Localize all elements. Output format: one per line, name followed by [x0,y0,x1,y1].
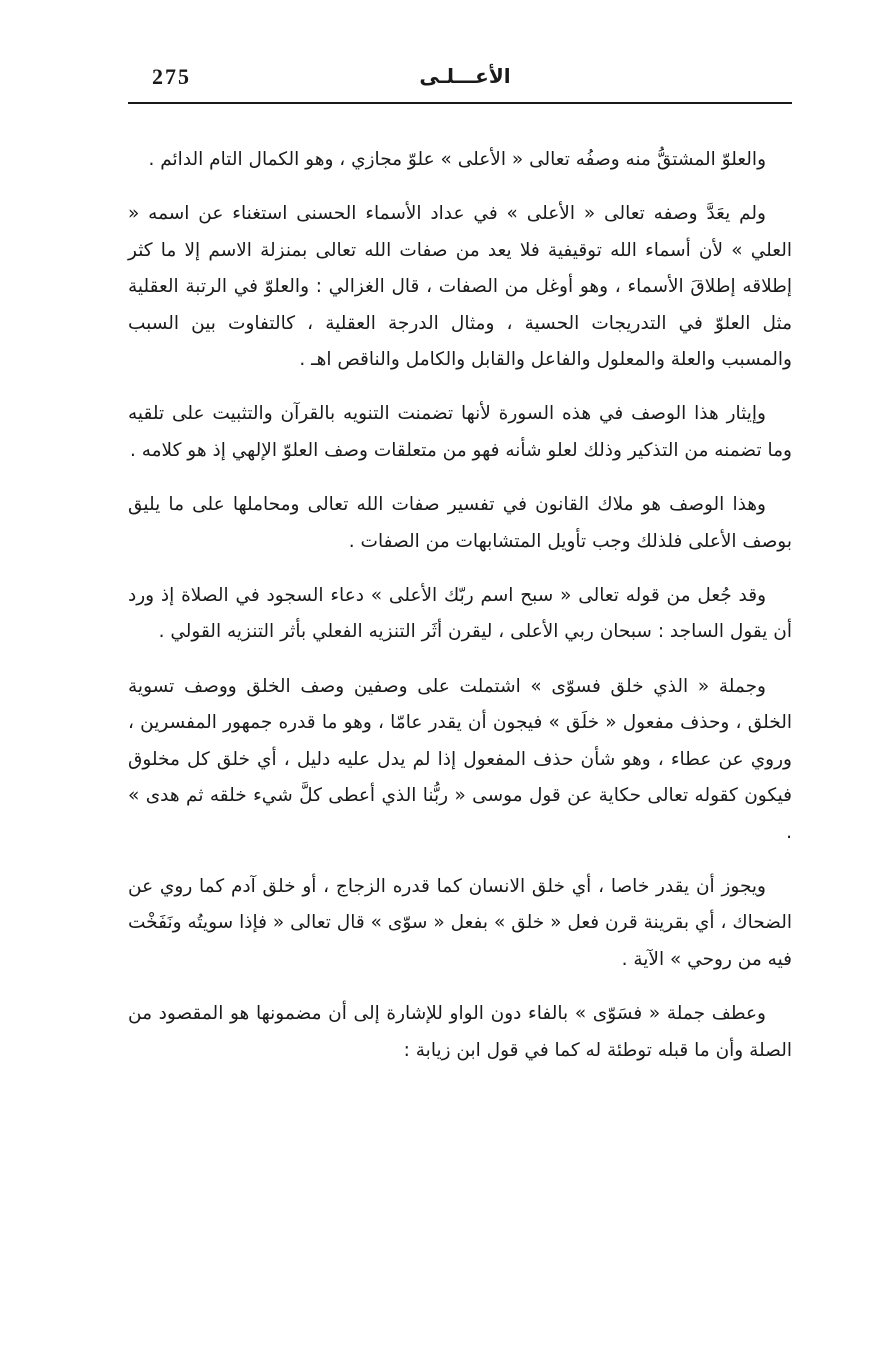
paragraph-4: وهذا الوصف هو ملاك القانون في تفسير صفات الله تعالى ومحاملها على ما يليق بوصف الأعلى فلذلك وجب تأويل المتشابهات من الصفات . [128,494,792,552]
page-number: 275 [152,64,191,89]
paragraph-5: وقد جُعل من قوله تعالى « سبح اسم ربّك الأعلى » دعاء السجود في الصلاة إذ ورد أن يقول الساجد : سبحان ربي الأعلى ، ليقرن أثَر التنزيه الفعلي بأثر التنزيه القولي . [128,585,792,643]
paragraph-7: ويجوز أن يقدر خاصا ، أي خلق الانسان كما قدره الزجاج ، أو خلق آدم كما روي عن الضحاك ، أي بقرينة قرن فعل « خلق » بفعل « سوّى » قال تعالى « فإذا سويتُه ونَفَخْت فيه من روحي » الآية . [128,875,792,970]
paragraph-6: وجملة « الذي خلق فسوّى » اشتملت على وصفين وصف الخلق ووصف تسوية الخلق ، وحذف مفعول « خلَق » فيجون أن يقدر عامّا ، وهو ما قدره جمهور المفسرين ، وروي عن عطاء ، وهو شأن حذف المفعول إذا لم يدل عليه دليل ، أي خلق كل مخلوق فيكون كقوله تعالى حكاية عن قول موسى « ربُّنا الذي أعطى كلَّ شيء خلقه ثم هدى » . [128,675,792,843]
page-header [128,58,792,104]
paragraph-3: وإيثار هذا الوصف في هذه السورة لأنها تضمنت التنويه بالقرآن والتثبيت على تلقيه وما تضمنه من التذكير وذلك لعلو شأنه فهو من متعلقات وصف العلوّ الإلهي إذ هو كلامه . [128,403,792,461]
paragraph-2: ولم يعَدَّ وصفه تعالى « الأعلى » في عداد الأسماء الحسنى استغناء عن اسمه « العلي » لأن أسماء الله توقيفية فلا يعد من صفات الله تعالى بمنزلة الاسم إلا ما كثر إطلاقه إطلاقَ الأسماء ، وهو أوغل من الصفات ، قال الغزالي : والعلوّ في الرتبة العقلية مثل العلوّ في التدريجات الحسية ، ومثال الدرجة العقلية ، كالتفاوت بين السبب والمسبب والعلة والمعلول والفاعل والقابل والكامل والناقص اهـ . [128,203,792,371]
body-text [128,142,792,1087]
header-rule [128,102,792,104]
paragraph-8: وعطف جملة « فسَوّى » بالفاء دون الواو للإشارة إلى أن مضمونها هو المقصود من الصلة وأن ما قبله توطئة له كما في قول ابن زيابة : [128,1003,792,1061]
paragraph-1: والعلوّ المشتقُّ منه وصفُه تعالى « الأعلى » علوّ مجازي ، وهو الكمال التام الدائم . [148,149,766,170]
running-title: الأعـــلـى [419,64,511,88]
